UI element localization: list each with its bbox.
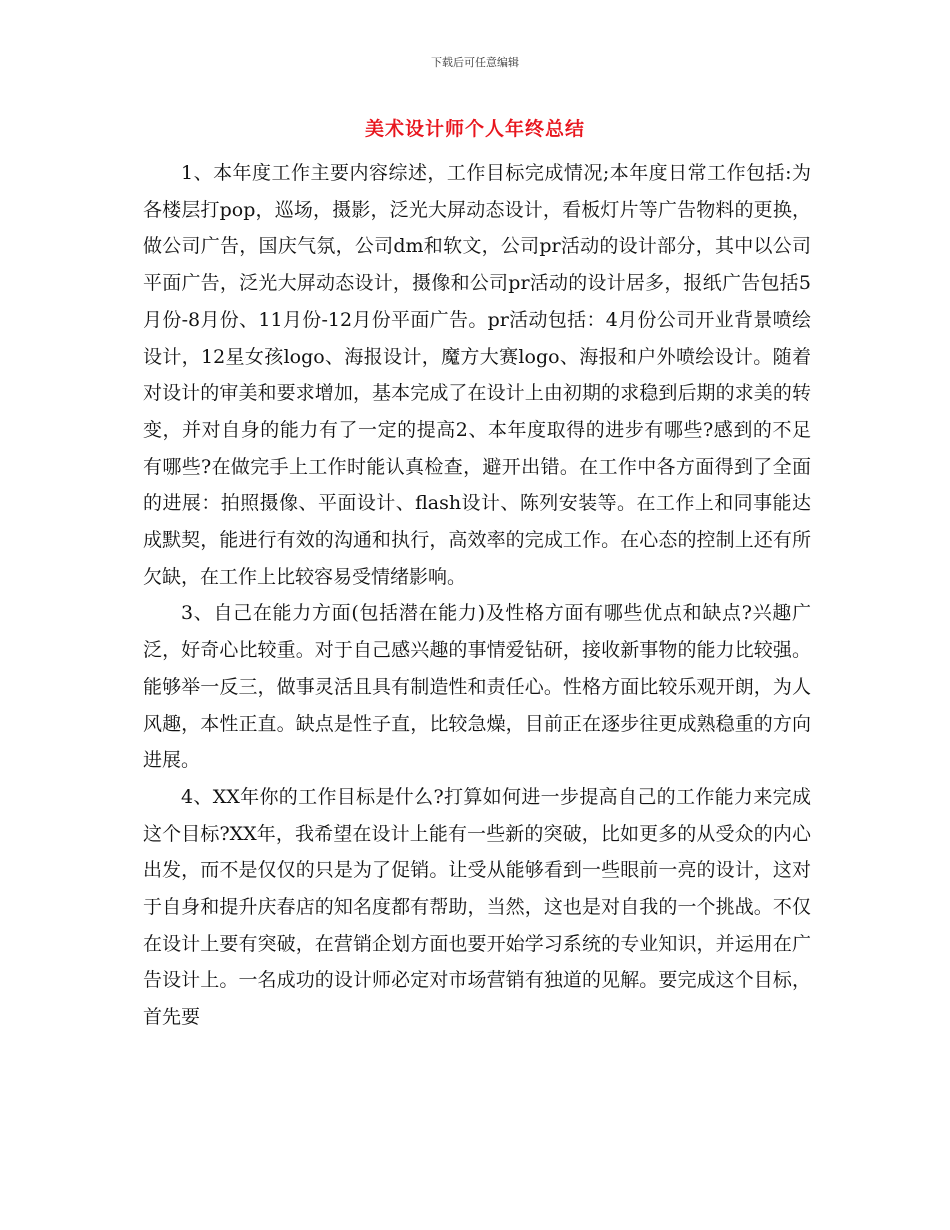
document-title: 美术设计师个人年终总结 [364,118,585,140]
paragraph: 1、本年度工作主要内容综述，工作目标完成情况;本年度日常工作包括:为各楼层打pop，巡场，摄影，泛光大屏动态设计，看板灯片等广告物料的更换，做公司广告，国庆气氛，公司dm和软文，公司pr活动的设计部分，其中以公司平面广告，泛光大屏动态设计，摄像和公司pr活动的设计居多，报纸广告包括5月份-8月份、11月份-12月份平面广告。pr活动包括：4月份公司开业背景喷绘设计，12星女孩logo、海报设计，魔方大赛logo、海报和户外喷绘设计。随着对设计的审美和要求增加，基本完成了在设计上由初期的求稳到后期的求美的转变，并对自身的能力有了一定的提高2、本年度取得的进步有哪些?感到的不足有哪些?在做完手上工作时能认真检查，避开出错。在工作中各方面得到了全面的进展：拍照摄像、平面设计、flash设计、陈列安装等。在工作上和同事能达成默契，能进行有效的沟通和执行，高效率的完成工作。在心态的控制上还有所欠缺，在工作上比较容易受情绪影响。 [143,162,811,588]
paragraph: 3、自己在能力方面(包括潜在能力)及性格方面有哪些优点和缺点?兴趣广泛，好奇心比较重。对于自己感兴趣的事情爱钻研，接收新事物的能力比较强。能够举一反三，做事灵活且具有制造性和责任心。性格方面比较乐观开朗，为人风趣，本性正直。缺点是性子直，比较急燥，目前正在逐步往更成熟稳重的方向进展。 [143,602,811,772]
document-body [143,155,811,1036]
header-note: 下载后可任意编辑 [431,56,519,69]
paragraph: 4、XX年你的工作目标是什么?打算如何进一步提高自己的工作能力来完成这个目标?XX年，我希望在设计上能有一些新的突破，比如更多的从受众的内心出发，而不是仅仅的只是为了促销。让受从能够看到一些眼前一亮的设计，这对于自身和提升庆春店的知名度都有帮助，当然，这也是对自我的一个挑战。不仅在设计上要有突破，在营销企划方面也要开始学习系统的专业知识，并运用在广告设计上。一名成功的设计师必定对市场营销有独道的见解。要完成这个目标，首先要 [143,785,811,1029]
